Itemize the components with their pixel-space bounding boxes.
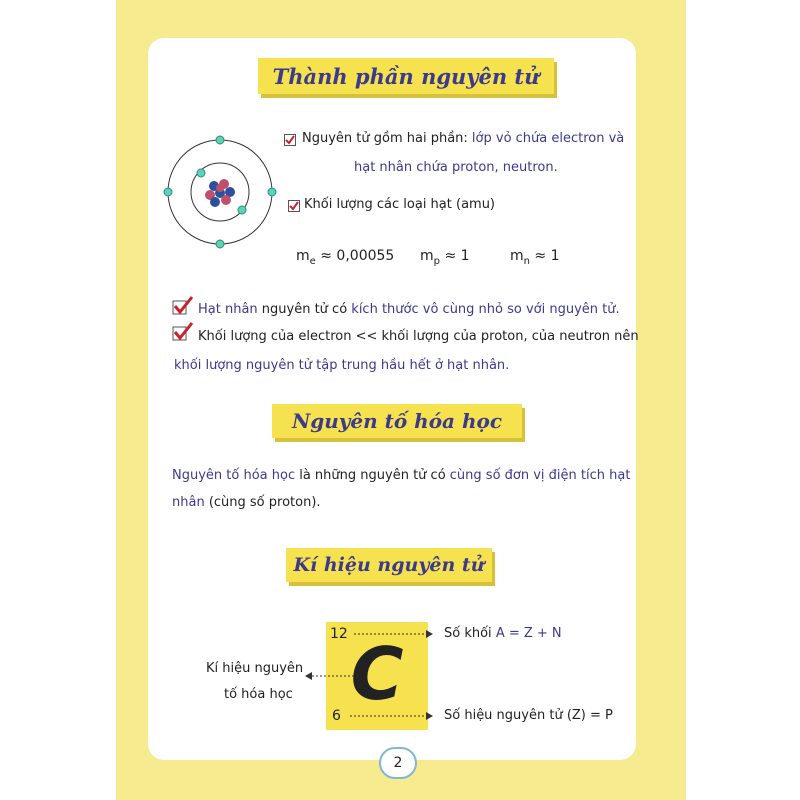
section-title-symbol: Kí hiệu nguyên tử bbox=[286, 548, 492, 582]
section-title-composition: Thành phần nguyên tử bbox=[258, 58, 554, 94]
page-number: 2 bbox=[379, 747, 417, 779]
atomic-number: 6 bbox=[332, 708, 341, 724]
note-2: Khối lượng của electron << khối lượng của proton, của neutron nên bbox=[198, 329, 639, 344]
mass-neutron: $m_n \approx 1$ bbox=[510, 248, 560, 267]
big-checkmark-icon bbox=[172, 296, 194, 316]
composition-point-1-cont: hạt nhân chứa proton, neutron. bbox=[354, 160, 558, 175]
section-title-element: Nguyên tố hóa học bbox=[272, 404, 522, 438]
atom-diagram-icon bbox=[160, 130, 285, 255]
mass-electron: $m_e \approx 0,00055$ bbox=[296, 248, 395, 267]
annotation-arrows bbox=[290, 620, 450, 730]
atomic-number-label: Số hiệu nguyên tử (Z) = P bbox=[444, 708, 613, 723]
symbol-label: Kí hiệu nguyên bbox=[206, 661, 304, 676]
composition-point-1: Nguyên tử gồm hai phần: lớp vỏ chứa electron và bbox=[302, 131, 625, 146]
mass-number: 12 bbox=[330, 626, 348, 642]
nucleus-icon bbox=[205, 179, 235, 207]
note-2-cont: khối lượng nguyên tử tập trung hầu hết ở hạt nhân. bbox=[174, 358, 510, 373]
symbol-label-cont: tố hóa học bbox=[224, 687, 293, 702]
note-1: Hạt nhân nguyên tử có kích thước vô cùng nhỏ so với nguyên tử. bbox=[198, 302, 620, 317]
element-definition: Nguyên tố hóa học là những nguyên tử có cùng số đơn vị điện tích hạt bbox=[172, 468, 631, 483]
mass-proton: $m_p \approx 1$ bbox=[420, 248, 470, 267]
checkbox-icon bbox=[284, 134, 296, 146]
element-definition-cont: nhân (cùng số proton). bbox=[172, 495, 321, 510]
mass-number-label: Số khối A = Z + N bbox=[444, 626, 562, 641]
composition-point-2: Khối lượng các loại hạt (amu) bbox=[304, 197, 496, 212]
checkbox-icon bbox=[288, 200, 300, 212]
big-checkmark-icon bbox=[172, 322, 194, 342]
element-letter: C bbox=[350, 632, 404, 716]
